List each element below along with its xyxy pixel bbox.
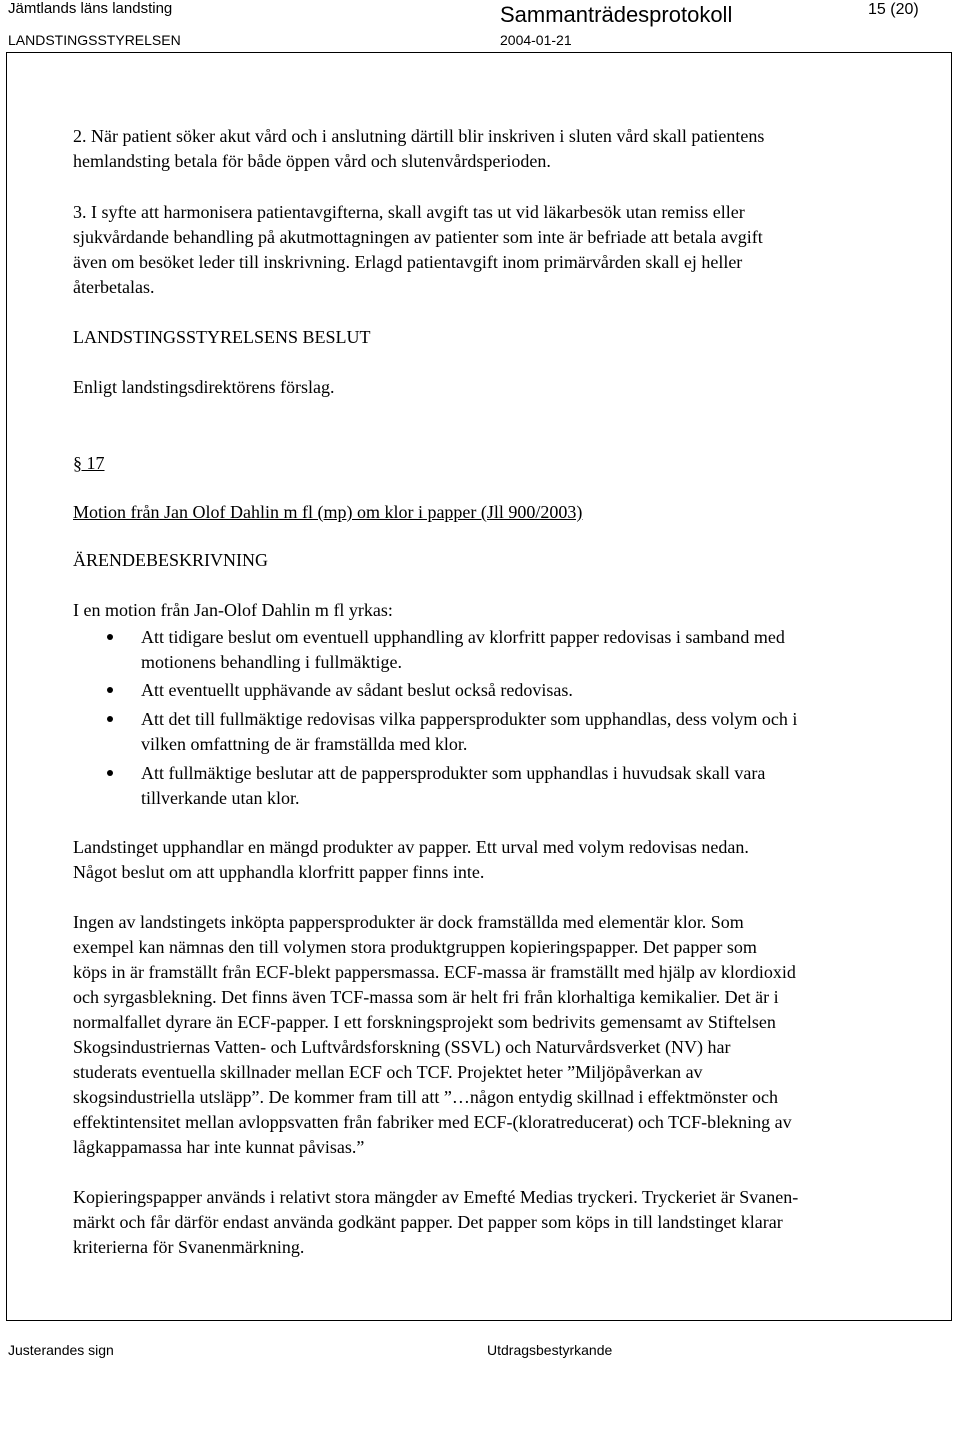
bullet-4-line-1: Att fullmäktige beslutar att de pappersprodukter som upphandlas i huvudsak skall vara <box>141 763 766 783</box>
bullet-3-line-1: Att det till fullmäktige redovisas vilka pappersprodukter som upphandlas, dess volym och i <box>141 709 798 729</box>
bullet-3-line-2: vilken omfattning de är framställda med klor. <box>141 734 468 754</box>
para-2-line-3: köps in är framställt från ECF-blekt pappersmassa. ECF-massa är framställt med hjälp av klordioxid <box>73 962 796 982</box>
para-1-line-2: Något beslut om att upphandla klorfritt papper finns inte. <box>73 862 485 882</box>
bullet-icon <box>107 716 113 722</box>
board-name: LANDSTINGSSTYRELSEN <box>8 32 181 48</box>
bullet-icon <box>107 770 113 776</box>
item-2-line-2: hemlandsting betala för både öppen vård och slutenvårdsperioden. <box>73 151 551 171</box>
para-3-line-1: Kopieringspapper används i relativt stora mängder av Emefté Medias tryckeri. Tryckeriet är Svanen- <box>73 1187 799 1207</box>
decision-text: Enligt landstingsdirektörens förslag. <box>73 377 335 397</box>
section-title: Motion från Jan Olof Dahlin m fl (mp) om klor i papper (Jll 900/2003) <box>73 502 583 522</box>
section-number: § 17 <box>73 453 105 473</box>
para-2-line-6: Skogsindustriernas Vatten- och Luftvårdsforskning (SSVL) och Naturvårdsverket (NV) har <box>73 1037 731 1057</box>
item-3-line-3: även om besöket leder till inskrivning. Erlagd patientavgift inom primärvården skall ej heller <box>73 252 743 272</box>
item-3-line-4: återbetalas. <box>73 277 155 297</box>
case-description-heading: ÄRENDEBESKRIVNING <box>73 550 268 570</box>
meeting-date: 2004-01-21 <box>500 32 572 48</box>
item-2-line-1: 2. När patient söker akut vård och i anslutning därtill blir inskriven i sluten vård skall patientens <box>73 126 765 146</box>
motion-intro: I en motion från Jan-Olof Dahlin m fl yrkas: <box>73 600 393 620</box>
signature-label: Justerandes sign <box>8 1342 114 1358</box>
para-2-line-8: skogsindustriella utsläpp”. De kommer fram till att ”…någon entydig skillnad i effektmönster och <box>73 1087 779 1107</box>
organization-name: Jämtlands läns landsting <box>8 0 173 17</box>
bullet-icon <box>107 634 113 640</box>
bullet-1-line-2: motionens behandling i fullmäktige. <box>141 652 402 672</box>
document-title: Sammanträdesprotokoll <box>500 2 733 27</box>
para-2-line-5: normalfallet dyrare än ECF-papper. I ett forskningsprojekt som bedrivits gemensamt av Stiftelsen <box>73 1012 776 1032</box>
page-border-left <box>6 52 7 1320</box>
page-border-right <box>951 52 952 1320</box>
footer-rule <box>6 1320 952 1321</box>
bullet-2-line-1: Att eventuellt upphävande av sådant beslut också redovisas. <box>141 680 573 700</box>
decision-heading: LANDSTINGSSTYRELSENS BESLUT <box>73 327 371 347</box>
bullet-icon <box>107 687 113 693</box>
para-2-line-10: lågkappamassa har inte kunnat påvisas.” <box>73 1137 365 1157</box>
para-2-line-7: studerats eventuella skillnader mellan ECF och TCF. Projektet heter ”Miljöpåverkan av <box>73 1062 703 1082</box>
item-3-line-1: 3. I syfte att harmonisera patientavgifterna, skall avgift tas ut vid läkarbesök utan remiss eller <box>73 202 745 222</box>
para-2-line-1: Ingen av landstingets inköpta pappersprodukter är dock framställda med elementär klor. Som <box>73 912 744 932</box>
para-2-line-4: och syrgasblekning. Det finns även TCF-massa som är helt fri från klorhaltiga kemikalier. Det är i <box>73 987 779 1007</box>
para-2-line-9: effektintensitet mellan avloppsvatten från fabriker med ECF-(kloratreducerat) och TCF-blekning av <box>73 1112 792 1132</box>
para-2-line-2: exempel kan nämnas den till volymen stora produktgruppen kopieringspapper. Det papper som <box>73 937 757 957</box>
bullet-1-line-1: Att tidigare beslut om eventuell upphandling av klorfritt papper redovisas i samband med <box>141 627 785 647</box>
item-3-line-2: sjukvårdande behandling på akutmottagningen av patienter som inte är befriade att betala avgift <box>73 227 763 247</box>
para-3-line-2: märkt och får därför endast använda godkänt papper. Det papper som köps in till landstinget klarar <box>73 1212 783 1232</box>
bullet-4-line-2: tillverkande utan klor. <box>141 788 300 808</box>
header-rule <box>6 52 952 53</box>
para-1-line-1: Landstinget upphandlar en mängd produkter av papper. Ett urval med volym redovisas nedan. <box>73 837 749 857</box>
page-number: 15 (20) <box>868 1 919 18</box>
certification-label: Utdragsbestyrkande <box>487 1342 613 1358</box>
para-3-line-3: kriterierna för Svanenmärkning. <box>73 1237 305 1257</box>
